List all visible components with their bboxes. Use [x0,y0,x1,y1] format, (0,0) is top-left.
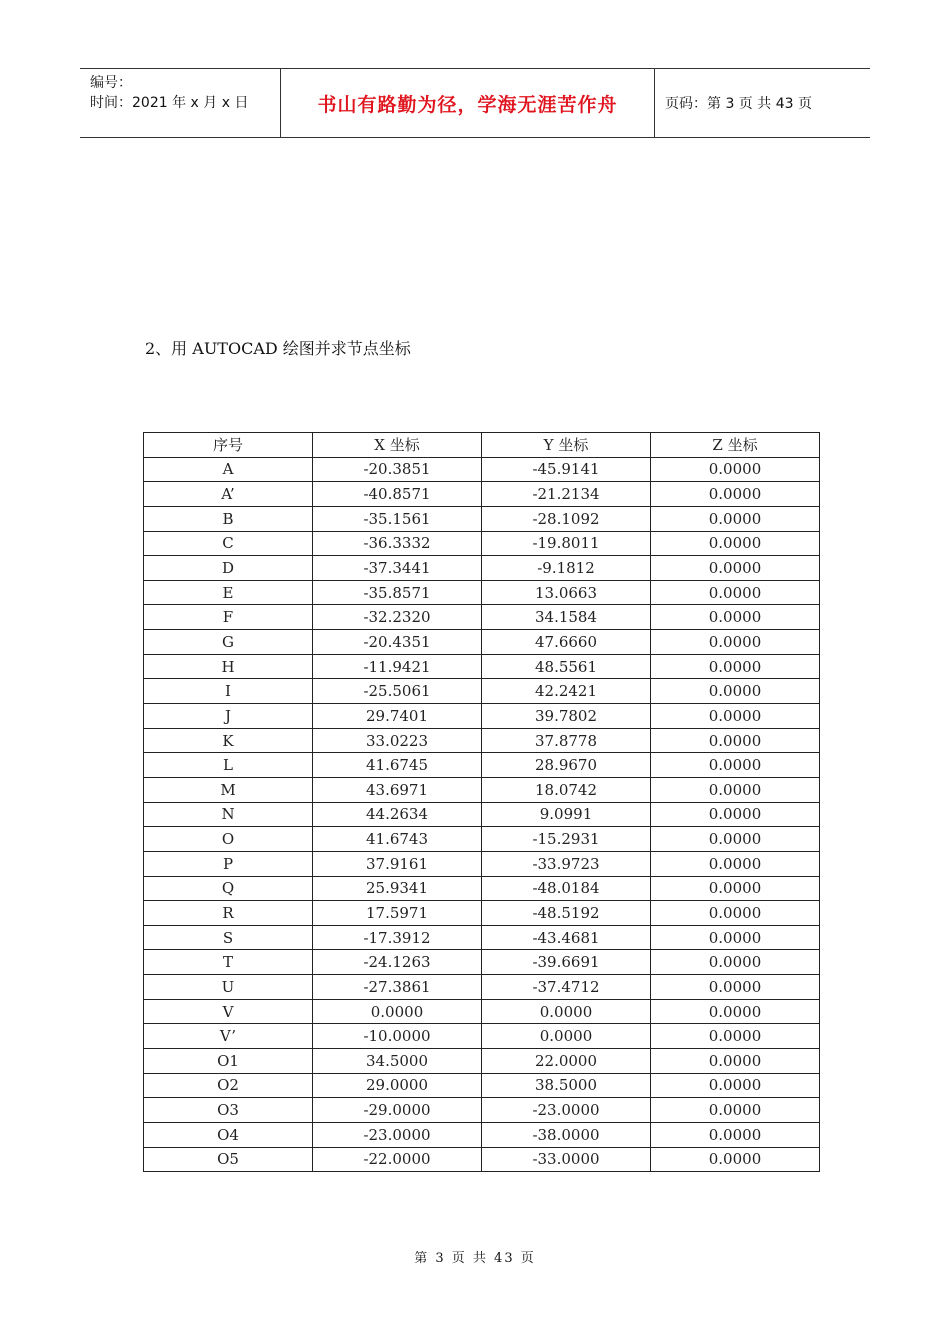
header-cell-y: Y 坐标 [482,433,651,458]
cell-index: L [144,753,313,778]
cell-x: -37.3441 [313,556,482,581]
table-row [144,925,820,950]
cell-z: 0.0000 [651,753,820,778]
cell-z: 0.0000 [651,630,820,655]
cell-index: O5 [144,1147,313,1172]
header-cell-x: X 坐标 [313,433,482,458]
cell-index: F [144,605,313,630]
cell-x: -36.3332 [313,531,482,556]
cell-y: -45.9141 [482,457,651,482]
cell-z: 0.0000 [651,605,820,630]
table-row [144,1049,820,1074]
cell-y: -48.0184 [482,876,651,901]
cell-z: 0.0000 [651,1024,820,1049]
cell-y: 48.5561 [482,654,651,679]
cell-y: -19.8011 [482,531,651,556]
cell-z: 0.0000 [651,457,820,482]
cell-index: R [144,901,313,926]
cell-index: E [144,580,313,605]
cell-x: -29.0000 [313,1098,482,1123]
cell-y: 28.9670 [482,753,651,778]
table-row [144,1073,820,1098]
table-row [144,556,820,581]
cell-x: 41.6745 [313,753,482,778]
table-row [144,876,820,901]
cell-z: 0.0000 [651,901,820,926]
cell-y: -43.4681 [482,925,651,950]
cell-index: O [144,827,313,852]
cell-y: -9.1812 [482,556,651,581]
coordinates-table [143,432,820,1172]
cell-index: A [144,457,313,482]
table-header-row [144,433,820,458]
cell-y: -28.1092 [482,506,651,531]
cell-y: -39.6691 [482,950,651,975]
header-motto: 书山有路勤为径，学海无涯苦作舟 [281,69,655,137]
cell-z: 0.0000 [651,1098,820,1123]
cell-z: 0.0000 [651,1073,820,1098]
cell-z: 0.0000 [651,851,820,876]
cell-z: 0.0000 [651,777,820,802]
cell-z: 0.0000 [651,999,820,1024]
cell-x: -20.3851 [313,457,482,482]
table-row [144,679,820,704]
cell-x: 44.2634 [313,802,482,827]
cell-x: 33.0223 [313,728,482,753]
table-row [144,950,820,975]
cell-index: Q [144,876,313,901]
cell-y: -21.2134 [482,482,651,507]
cell-index: A’ [144,482,313,507]
table-row [144,482,820,507]
header-cell-index: 序号 [144,433,313,458]
cell-y: -33.9723 [482,851,651,876]
cell-y: -15.2931 [482,827,651,852]
cell-index: O3 [144,1098,313,1123]
cell-x: -25.5061 [313,679,482,704]
table-row [144,605,820,630]
cell-y: -37.4712 [482,975,651,1000]
cell-z: 0.0000 [651,531,820,556]
cell-y: 47.6660 [482,630,651,655]
cell-y: -33.0000 [482,1147,651,1172]
cell-x: 25.9341 [313,876,482,901]
cell-x: -24.1263 [313,950,482,975]
cell-index: S [144,925,313,950]
cell-index: O1 [144,1049,313,1074]
table-row [144,1122,820,1147]
page-header [80,68,870,138]
cell-y: 0.0000 [482,1024,651,1049]
cell-x: -35.8571 [313,580,482,605]
cell-index: O4 [144,1122,313,1147]
time-label: 时间：2021 年 x 月 x 日 [90,95,249,111]
header-page-info: 页码：第 3 页 共 43 页 [665,96,812,112]
cell-z: 0.0000 [651,482,820,507]
cell-x: 29.7401 [313,704,482,729]
cell-z: 0.0000 [651,1049,820,1074]
cell-y: -38.0000 [482,1122,651,1147]
cell-x: -27.3861 [313,975,482,1000]
cell-x: 43.6971 [313,777,482,802]
cell-z: 0.0000 [651,802,820,827]
cell-x: -35.1561 [313,506,482,531]
cell-x: -32.2320 [313,605,482,630]
cell-x: 17.5971 [313,901,482,926]
table-row [144,506,820,531]
cell-z: 0.0000 [651,728,820,753]
cell-y: 34.1584 [482,605,651,630]
table-row [144,728,820,753]
cell-x: -22.0000 [313,1147,482,1172]
cell-z: 0.0000 [651,1147,820,1172]
cell-z: 0.0000 [651,1122,820,1147]
table-row [144,531,820,556]
cell-x: -40.8571 [313,482,482,507]
cell-index: V [144,999,313,1024]
table-row [144,802,820,827]
cell-index: O2 [144,1073,313,1098]
table-row [144,630,820,655]
cell-y: 39.7802 [482,704,651,729]
cell-index: N [144,802,313,827]
cell-y: 37.8778 [482,728,651,753]
header-cell-z: Z 坐标 [651,433,820,458]
table-row [144,975,820,1000]
table-row [144,704,820,729]
cell-y: 9.0991 [482,802,651,827]
cell-index: J [144,704,313,729]
table-row [144,1024,820,1049]
number-label: 编号： [90,75,132,91]
cell-index: D [144,556,313,581]
table-row [144,753,820,778]
table-row [144,580,820,605]
cell-index: G [144,630,313,655]
cell-index: K [144,728,313,753]
cell-index: V’ [144,1024,313,1049]
cell-x: -11.9421 [313,654,482,679]
cell-z: 0.0000 [651,975,820,1000]
table-row [144,777,820,802]
cell-x: -23.0000 [313,1122,482,1147]
table-row [144,827,820,852]
cell-y: 13.0663 [482,580,651,605]
cell-y: 22.0000 [482,1049,651,1074]
cell-z: 0.0000 [651,704,820,729]
cell-x: -20.4351 [313,630,482,655]
table-row [144,851,820,876]
cell-z: 0.0000 [651,925,820,950]
cell-x: 0.0000 [313,999,482,1024]
cell-y: 18.0742 [482,777,651,802]
page-footer: 第 3 页 共 43 页 [414,1251,536,1266]
header-meta [80,69,281,137]
cell-z: 0.0000 [651,580,820,605]
table-body [144,457,820,1172]
table-row [144,901,820,926]
cell-y: 0.0000 [482,999,651,1024]
cell-index: H [144,654,313,679]
cell-index: P [144,851,313,876]
cell-y: -23.0000 [482,1098,651,1123]
cell-x: -17.3912 [313,925,482,950]
cell-index: B [144,506,313,531]
cell-x: 41.6743 [313,827,482,852]
cell-z: 0.0000 [651,827,820,852]
cell-index: U [144,975,313,1000]
cell-x: -10.0000 [313,1024,482,1049]
cell-index: T [144,950,313,975]
table-row [144,999,820,1024]
table-row [144,457,820,482]
cell-z: 0.0000 [651,556,820,581]
cell-index: C [144,531,313,556]
table-row [144,1098,820,1123]
cell-z: 0.0000 [651,654,820,679]
section-title: 2、用 AUTOCAD 绘图并求节点坐标 [145,339,411,358]
cell-x: 37.9161 [313,851,482,876]
cell-index: I [144,679,313,704]
cell-index: M [144,777,313,802]
cell-y: 38.5000 [482,1073,651,1098]
cell-z: 0.0000 [651,506,820,531]
cell-z: 0.0000 [651,876,820,901]
cell-z: 0.0000 [651,950,820,975]
cell-z: 0.0000 [651,679,820,704]
table-row [144,654,820,679]
cell-y: 42.2421 [482,679,651,704]
table-row [144,1147,820,1172]
cell-y: -48.5192 [482,901,651,926]
cell-x: 29.0000 [313,1073,482,1098]
cell-x: 34.5000 [313,1049,482,1074]
